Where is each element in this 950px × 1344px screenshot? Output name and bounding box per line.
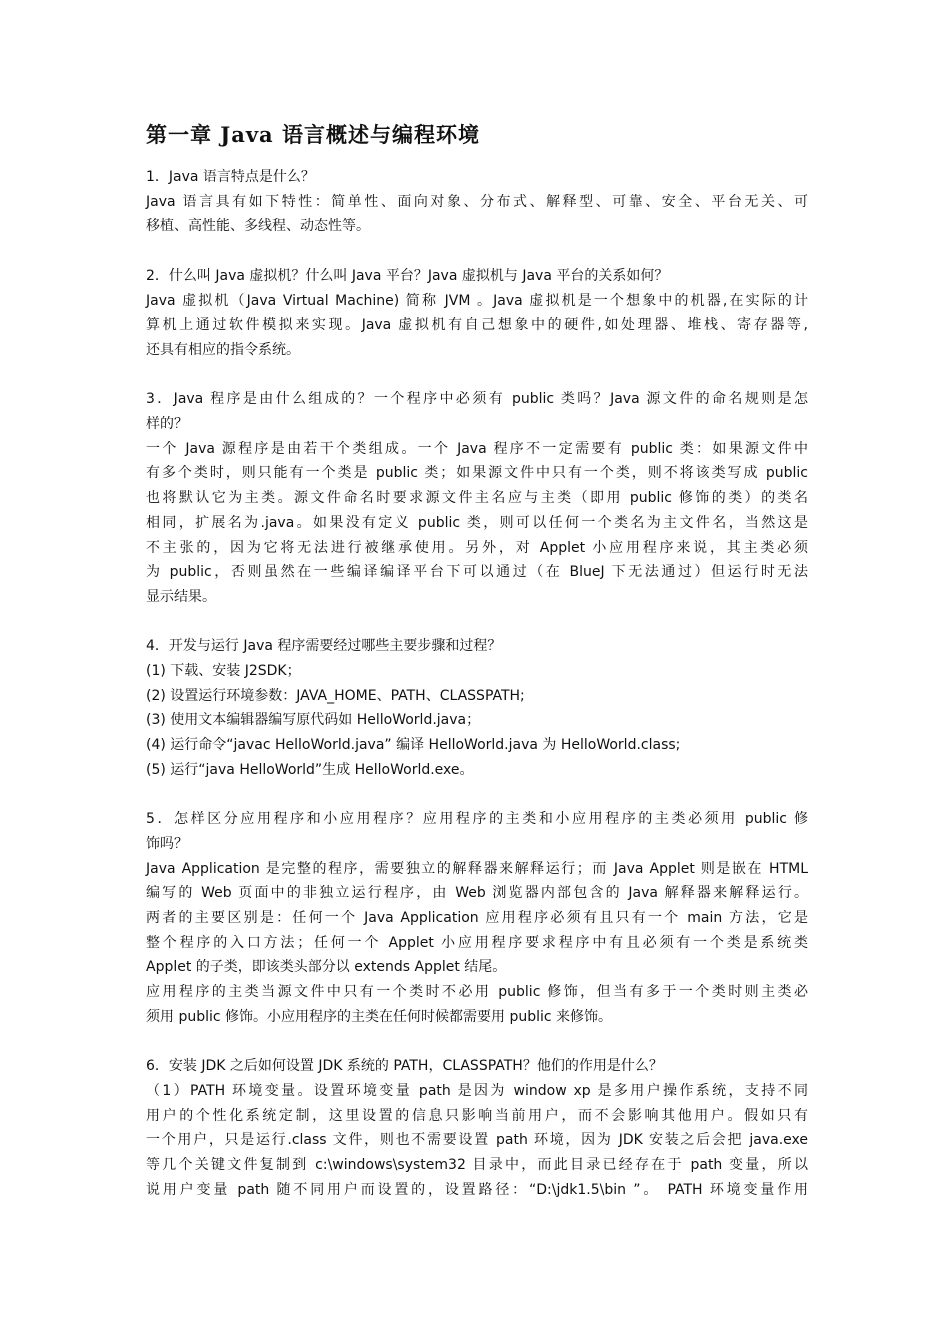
text-line: 5．怎样区分应用程序和小应用程序？应用程序的主类和小应用程序的主类必须用 public 修 bbox=[146, 811, 808, 828]
text-line: 4．开发与运行 Java 程序需要经过哪些主要步骤和过程？ bbox=[146, 638, 502, 655]
text-line: （1）PATH 环境变量。设置环境变量 path 是因为 window xp 是多用户操作系统，支持不同 bbox=[146, 1082, 808, 1099]
text-line: 应用程序的主类当源文件中只有一个类时不必用 public 修饰，但当有多于一个类时则主类必 bbox=[146, 984, 808, 1001]
text-line: 饰吗？ bbox=[146, 835, 188, 852]
text-line: Java Application 是完整的程序，需要独立的解释器来解释运行；而 Java Applet 则是嵌在 HTML bbox=[146, 860, 808, 877]
text-line: (3) 使用文本编辑器编写原代码如 HelloWorld.java； bbox=[146, 712, 481, 729]
text-line: 也将默认它为主类。源文件命名时要求源文件主名应与主类（即用 public 修饰的类）的类名 bbox=[146, 490, 808, 507]
text-line: 整个程序的入口方法；任何一个 Applet 小应用程序要求程序中有且必须有一个类是系统类 bbox=[146, 934, 808, 951]
paragraph-gap bbox=[146, 239, 808, 264]
paragraph-gap bbox=[146, 363, 808, 388]
text-line: 显示结果。 bbox=[146, 588, 216, 605]
chapter-title: 第一章 Java 语言概述与编程环境 bbox=[146, 122, 480, 147]
text-line: 等几个关键文件复制到 c:\windows\system32 目录中，而此目录已经存在于 path 变量，所以 bbox=[146, 1157, 808, 1174]
text-line: 为 public，否则虽然在一些编译编译平台下可以通过（在 BlueJ 下无法通过）但运行时无法 bbox=[146, 564, 808, 581]
text-line: (4) 运行命令“javac HelloWorld.java” 编译 HelloWorld.java 为 HelloWorld.class; bbox=[146, 737, 681, 754]
text-line: 两者的主要区别是：任何一个 Java Application 应用程序必须有且只有一个 main 方法，它是 bbox=[146, 910, 808, 927]
document-body bbox=[146, 165, 808, 1202]
text-line: 有多个类时，则只能有一个类是 public 类；如果源文件中只有一个类，则不将该类写成 public bbox=[146, 465, 808, 482]
text-line: 一个用户，只是运行.class 文件，则也不需要设置 path 环境，因为 JDK 安装之后会把 java.exe bbox=[146, 1132, 808, 1149]
text-line: Java 虚拟机（Java Virtual Machine) 简称 JVM 。Java 虚拟机是一个想象中的机器,在实际的计 bbox=[146, 292, 808, 309]
text-line: 一个 Java 源程序是由若干个类组成。一个 Java 程序不一定需要有 public 类：如果源文件中 bbox=[146, 440, 808, 457]
text-line: 说用户变量 path 随不同用户而设置的，设置路径：“D:\jdk1.5\bin ”。 PATH 环境变量作用 bbox=[146, 1181, 808, 1198]
text-line: 移植、高性能、多线程、动态性等。 bbox=[146, 218, 370, 235]
text-line: 样的？ bbox=[146, 416, 188, 432]
text-line: 还具有相应的指令系统。 bbox=[146, 341, 300, 358]
text-line: (1) 下载、安装 J2SDK； bbox=[146, 663, 301, 680]
document-page bbox=[146, 118, 808, 1202]
text-line: 编写的 Web 页面中的非独立运行程序，由 Web 浏览器内部包含的 Java 解释器来解释运行。 bbox=[146, 885, 808, 902]
text-line: Applet 的子类，即该类头部分以 extends Applet 结尾。 bbox=[146, 959, 507, 976]
text-line: 相同，扩展名为.java。如果没有定义 public 类，则可以任何一个类名为主文件名，当然这是 bbox=[146, 514, 808, 531]
paragraph-gap bbox=[146, 610, 808, 635]
text-line: 1．Java 语言特点是什么？ bbox=[146, 169, 315, 185]
text-line: 6．安装 JDK 之后如何设置 JDK 系统的 PATH，CLASSPATH？他们的作用是什么？ bbox=[146, 1058, 663, 1075]
text-line: 不主张的，因为它将无法进行被继承使用。另外，对 Applet 小应用程序来说，其主类必须 bbox=[146, 539, 808, 556]
text-line: Java 语言具有如下特性：简单性、面向对象、分布式、解释型、可靠、安全、平台无关、可 bbox=[146, 193, 808, 210]
text-line: 须用 public 修饰。小应用程序的主类在任何时候都需要用 public 来修饰。 bbox=[146, 1008, 613, 1025]
text-line: 3．Java 程序是由什么组成的？一个程序中必须有 public 类吗？Java 源文件的命名规则是怎 bbox=[146, 391, 808, 408]
text-line: 2．什么叫 Java 虚拟机？什么叫 Java 平台？Java 虚拟机与 Java 平台的关系如何？ bbox=[146, 267, 669, 284]
paragraph-gap bbox=[146, 783, 808, 808]
text-line: 用户的个性化系统定制，这里设置的信息只影响当前用户，而不会影响其他用户。假如只有 bbox=[146, 1107, 808, 1124]
paragraph-gap bbox=[146, 1030, 808, 1055]
text-line: (2) 设置运行环境参数：JAVA_HOME、PATH、CLASSPATH; bbox=[146, 687, 525, 704]
text-line: (5) 运行“java HelloWorld”生成 HelloWorld.exe。 bbox=[146, 761, 474, 778]
text-line: 算机上通过软件模拟来实现。Java 虚拟机有自己想象中的硬件,如处理器、堆栈、寄存器等, bbox=[146, 317, 808, 334]
